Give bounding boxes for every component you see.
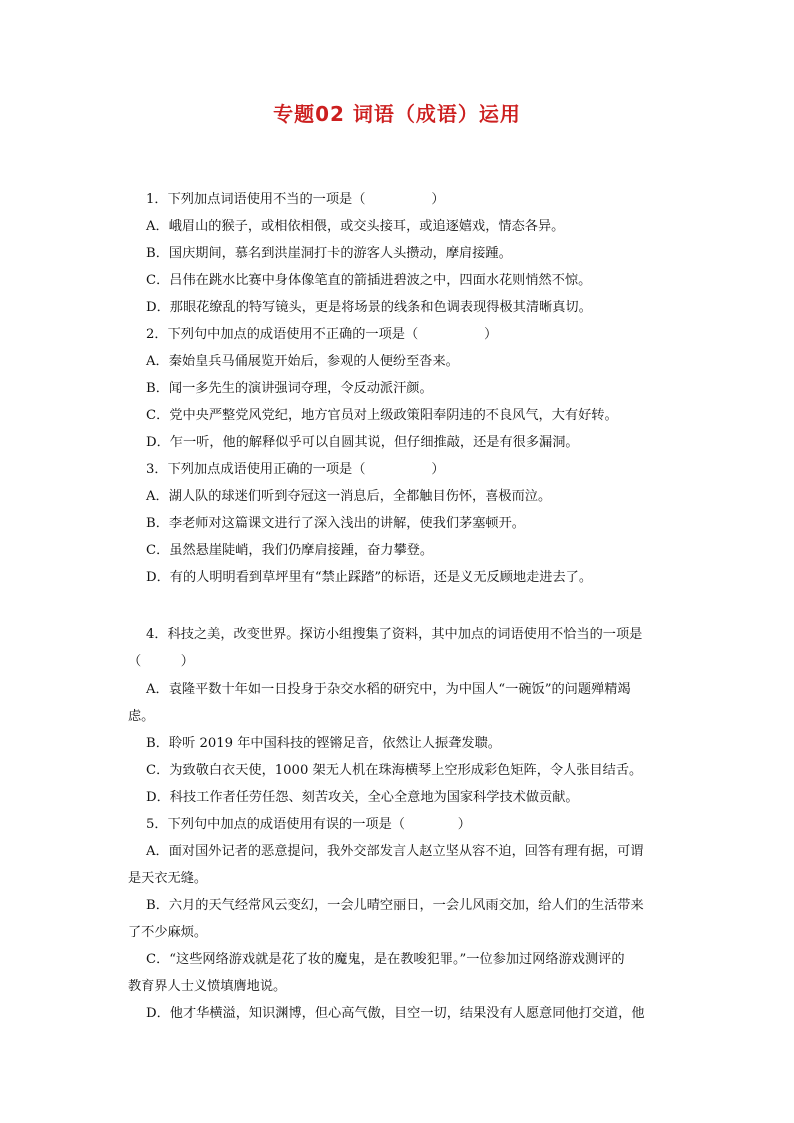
question-2-option-a: A．秦始皇兵马俑展览开始后，参观的人便纷至沓来。 — [146, 354, 459, 369]
question-1-option-b: B．国庆期间，慕名到洪崖洞打卡的游客人头攒动，摩肩接踵。 — [146, 246, 512, 261]
question-1-option-c: C．吕伟在跳水比赛中身体像笔直的箭插进碧波之中，四面水花则悄然不惊。 — [146, 273, 592, 288]
question-4-option-b: B．聆听 2019 年中国科技的铿锵足音，依然让人振聋发聩。 — [146, 736, 501, 751]
question-4-option-a: A．袁隆平数十年如一日投身于杂交水稻的研究中，为中国人“一碗饭”的问题殚精竭 — [146, 682, 631, 697]
page-title: 专题02 词语（成语）运用 — [273, 102, 521, 126]
question-1-option-d: D．那眼花缭乱的特写镜头，更是将场景的线条和色调表现得极其清晰真切。 — [146, 300, 592, 315]
question-5-option-b: B．六月的天气经常风云变幻，一会儿晴空丽日，一会儿风雨交加，给人们的生活带来 — [146, 898, 644, 913]
question-4-option-d: D．科技工作者任劳任怨、刻苦攻关，全心全意地为国家科学技术做贡献。 — [146, 790, 579, 805]
question-2-option-b: B．闻一多先生的演讲强词夺理，令反动派汗颜。 — [146, 381, 433, 396]
question-3-option-d: D．有的人明明看到草坪里有“禁止踩踏”的标语，还是义无反顾地走进去了。 — [146, 570, 593, 585]
question-3-option-c: C．虽然悬崖陡峭，我们仍摩肩接踵，奋力攀登。 — [146, 543, 434, 558]
question-4-stem-cont: （ ） — [128, 654, 194, 669]
question-5-stem: 5．下列句中加点的成语使用有误的一项是（ ） — [146, 817, 471, 832]
question-5-option-b-cont: 了不少麻烦。 — [128, 925, 208, 940]
question-5-option-d: D．他才华横溢，知识渊博，但心高气傲，目空一切，结果没有人愿意同他打交道，他 — [146, 1006, 645, 1021]
question-4-option-c: C．为致敬白衣天使，1000 架无人机在珠海横琴上空形成彩色矩阵，令人张目结舌。 — [146, 763, 643, 778]
question-2-option-c: C．党中央严整党风党纪，地方官员对上级政策阳奉阴违的不良风气，大有好转。 — [146, 408, 618, 423]
question-3-stem: 3．下列加点成语使用正确的一项是（ ） — [146, 462, 445, 477]
question-3-option-b: B．李老师对这篇课文进行了深入浅出的讲解，使我们茅塞顿开。 — [146, 516, 525, 531]
question-5-option-c-cont: 教育界人士义愤填膺地说。 — [128, 979, 287, 994]
question-5-option-a-cont: 是天衣无缝。 — [128, 871, 208, 886]
question-4-option-a-cont: 虑。 — [128, 709, 155, 724]
question-4-stem: 4．科技之美，改变世界。探访小组搜集了资料，其中加点的词语使用不恰当的一项是 — [146, 627, 643, 642]
question-5-option-a: A．面对国外记者的恶意提问，我外交部发言人赵立坚从容不迫，回答有理有据，可谓 — [146, 844, 644, 859]
question-5-option-c: C．“这些网络游戏就是花了妆的魔鬼，是在教唆犯罪。”一位参加过网络游戏测评的 — [146, 952, 625, 967]
question-2-option-d: D．乍一听，他的解释似乎可以自圆其说，但仔细推敲，还是有很多漏洞。 — [146, 435, 579, 450]
question-3-option-a: A．湖人队的球迷们听到夺冠这一消息后，全都触目伤怀，喜极而泣。 — [146, 489, 552, 504]
question-1-stem: 1．下列加点词语使用不当的一项是（ ） — [146, 192, 445, 207]
question-2-stem: 2．下列句中加点的成语使用不正确的一项是（ ） — [146, 327, 498, 342]
question-1-option-a: A．峨眉山的猴子，或相依相偎，或交头接耳，或追逐嬉戏，情态各异。 — [146, 219, 565, 234]
